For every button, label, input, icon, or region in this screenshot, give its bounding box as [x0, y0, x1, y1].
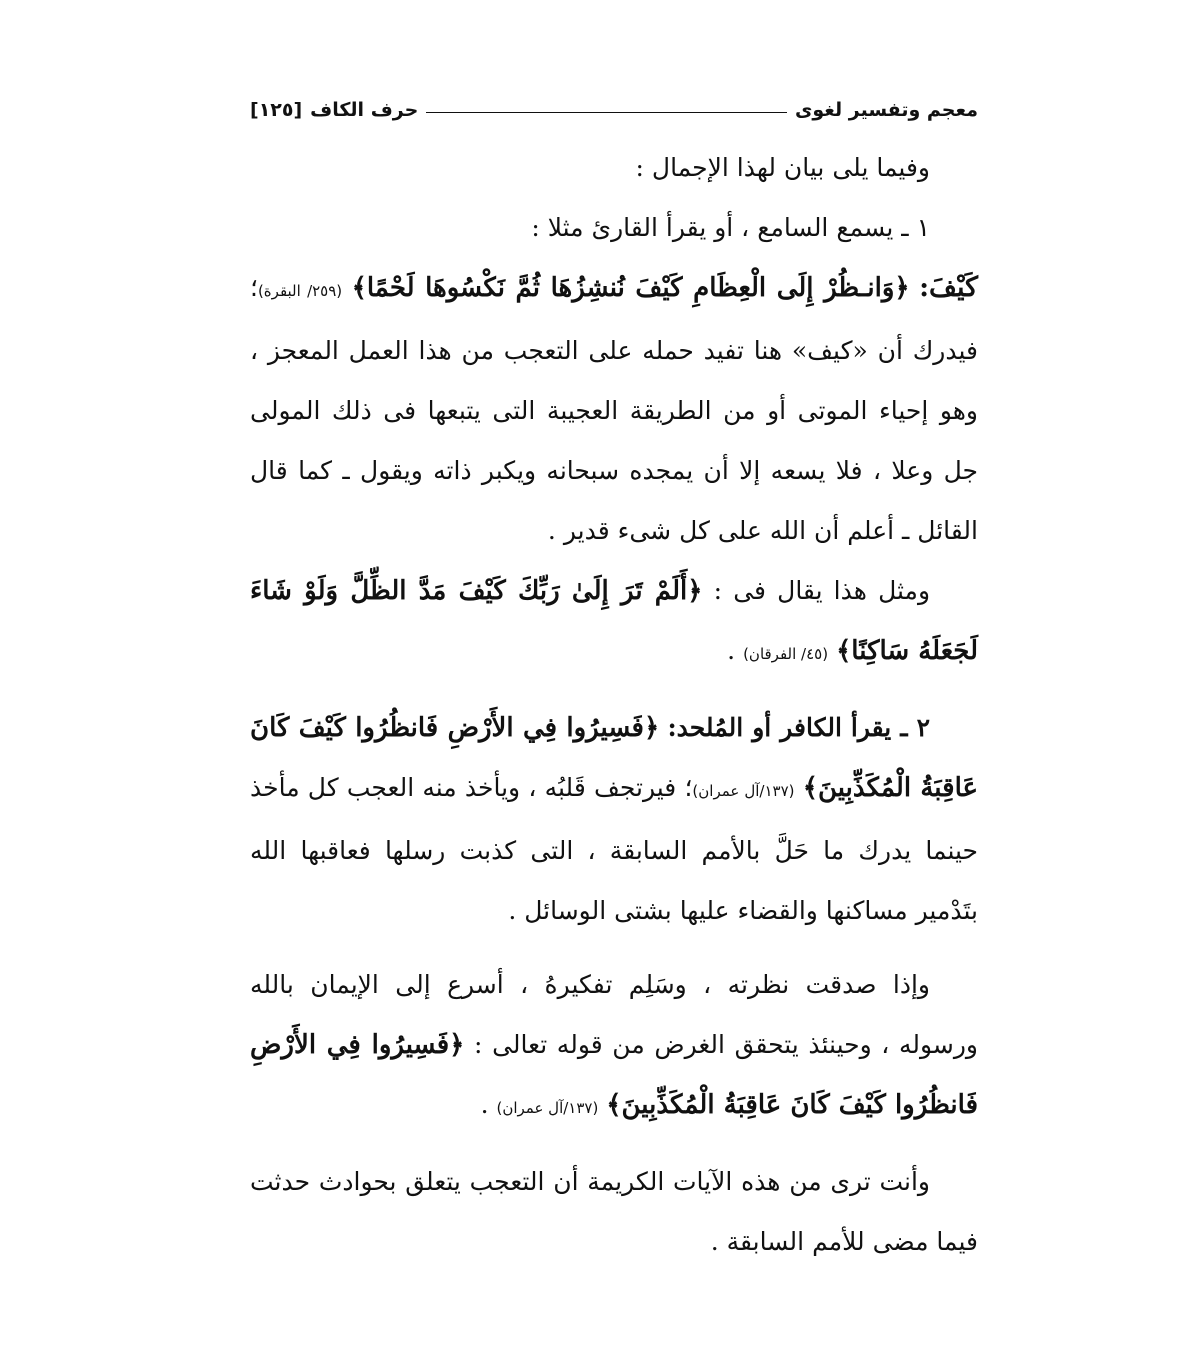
paragraph-faith [250, 955, 978, 1138]
header-chapter-group [250, 99, 418, 121]
quran-verse: ﴿فَسِيرُوا فِي الأَرْضِ فَانظُرُوا كَيْفَ كَانَ عَاقِبَةُ الْمُكَذِّبِينَ﴾ [250, 713, 979, 803]
quran-verse: ﴿فَسِيرُوا فِي الأَرْضِ فَانظُرُوا كَيْفَ كَانَ عَاقِبَةُ الْمُكَذِّبِينَ﴾ [250, 1030, 978, 1120]
paragraph-similar-example [250, 561, 978, 684]
sentence-end: . [727, 636, 736, 665]
quran-verse: ﴿وَانـظُرْ إِلَى الْعِظَامِ كَيْفَ نُنشِزُهَا ثُمَّ نَكْسُوهَا لَحْمًا﴾ [351, 273, 910, 303]
verse-reference: (١٣٧/آل عمران) [496, 1099, 599, 1117]
page-number: [١٢٥] [250, 99, 303, 121]
quran-verse: ﴿أَلَمْ تَرَ إِلَىٰ رَبِّكَ كَيْفَ مَدَّ الظِّلَّ وَلَوْ شَاءَ لَجَعَلَهُ سَاكِنًا﴾ [250, 576, 978, 666]
paragraph-point-2 [250, 698, 978, 941]
verse-reference: (٢٥٩/ البقرة) [257, 282, 343, 300]
verse-reference: (٤٥/ الفرقان) [743, 645, 829, 663]
book-page [250, 90, 978, 1272]
book-title: معجم وتفسير لغوى [794, 99, 978, 121]
sentence-end: . [480, 1090, 489, 1119]
paragraph-text: ؛ فيدرك أن «كيف» هنا تفيد حمله على التعجب من هذا العمل المعجز ، وهو إحياء الموتى أو من الطريقة العجيبة التى يتبعها فى ذلك المولى جل وعلا ، فلا يسعه إلا أن يمجده سبحانه ويكبر ذاته ويقول ـ كما قال القائل ـ أعلم أن الله على كل شىء قدير . [250, 273, 978, 545]
paragraph-point-1 [250, 198, 978, 258]
verse-reference: (١٣٧/آل عمران) [692, 782, 795, 800]
paragraph-text: وإذا صدقت نظرته ، وسَلِم تفكيرهُ ، أسرع إلى الإيمان بالله ورسوله ، وحينئذ يتحقق الغرض من قوله تعالى : [250, 970, 978, 1059]
paragraph-intro [250, 138, 978, 198]
conclusion-text: وأنت ترى من هذه الآيات الكريمة أن التعجب يتعلق بحوادث حدثت فيما مضى للأمم السابقة . [250, 1167, 978, 1256]
point-1-text: ١ ـ يسمع السامع ، أو يقرأ القارئ مثلا : [531, 213, 930, 242]
paragraph-kayfa-example [250, 258, 978, 561]
paragraph-intro-text: وفيما يلى بيان لهذا الإجمال : [635, 153, 930, 182]
running-header [250, 90, 978, 130]
chapter-title: حرف الكاف [310, 99, 419, 121]
header-rule [426, 112, 787, 113]
paragraph-text: ؛ فيرتجف قَلبُه ، ويأخذ منه العجب كل مأخذ حينما يدرك ما حَلَّ بالأمم السابقة ، التى كذبت رسلها فعاقبها الله بتَدْمير مساكنها والقضاء عليها بشتى الوسائل . [250, 773, 978, 925]
paragraph-text: ومثل هذا يقال فى : [713, 576, 931, 605]
point-2-heading: ٢ ـ يقرأ الكافر أو المُلحد: [667, 713, 930, 742]
paragraph-conclusion [250, 1152, 978, 1272]
lead-word-kayfa: كَيْفَ: [919, 272, 979, 303]
